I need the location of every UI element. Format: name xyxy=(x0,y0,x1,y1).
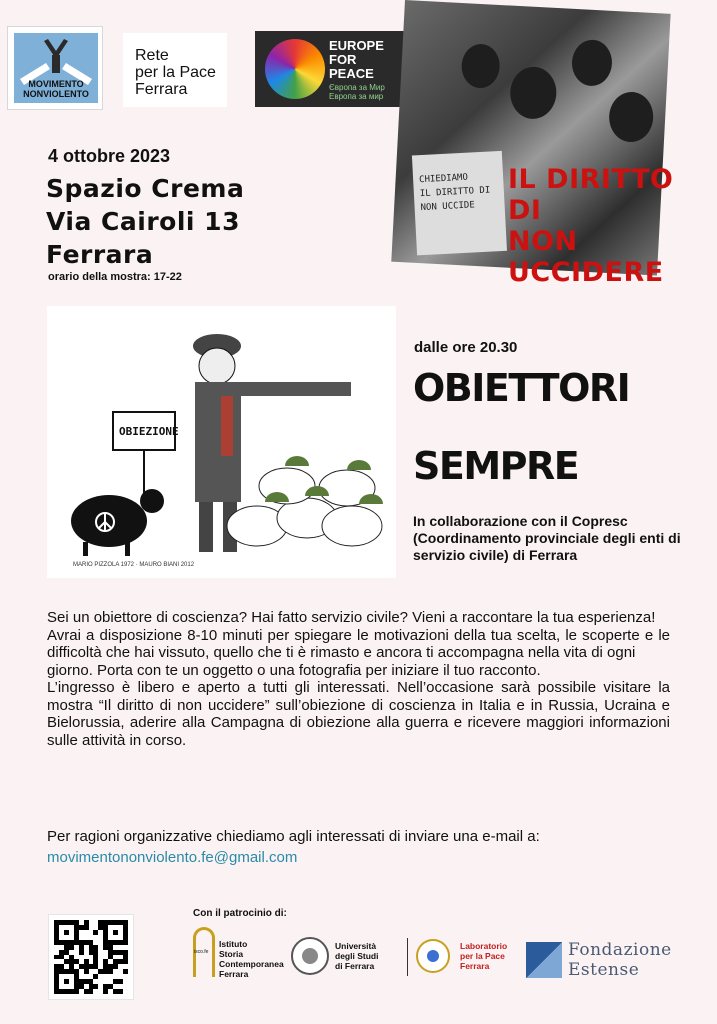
unife-text: Università degli Studi di Ferrara xyxy=(335,941,379,971)
exhibition-title-line: IL DIRITTO xyxy=(508,164,674,195)
efp-subtitle: Європа за Мир Европа за мир xyxy=(329,83,385,101)
cartoon-illustration xyxy=(47,306,396,578)
event-place xyxy=(46,172,244,271)
crowd-head xyxy=(608,91,655,143)
place-line: Spazio Crema xyxy=(46,174,245,203)
university-seal-icon xyxy=(291,937,329,975)
body-paragraph: Sei un obiettore di coscienza? Hai fatto servizio civile? Vieni a raccontare la tua esperienza! xyxy=(47,609,656,626)
place-line: Via Cairoli 13 xyxy=(46,207,240,236)
patronage-label: Con il patrocinio di: xyxy=(193,908,287,919)
movimento-nonviolento-text: MOVIMENTO NONVIOLENTO xyxy=(23,79,89,99)
qr-code-pattern xyxy=(54,920,128,994)
qr-code[interactable] xyxy=(48,914,134,1000)
crowd-head xyxy=(461,43,501,89)
isco-text: Istituto Storia Contemporanea Ferrara xyxy=(219,939,284,979)
email-request-text: Per ragioni organizzative chiediamo agli interessati di inviare una e-mail a: xyxy=(47,828,540,845)
unife-logo xyxy=(291,935,403,979)
fondazione-estense-logo xyxy=(526,936,686,984)
europe-for-peace-logo xyxy=(255,31,409,107)
movimento-nonviolento-logo xyxy=(7,26,103,110)
cartoon-credit: MARIO PIZZOLA 1972 · MAURO BIANI 2012 xyxy=(73,562,195,568)
collaboration-text: In collaborazione con il Copresc (Coordinamento provinciale degli enti di servizio civile) di Ferrara xyxy=(413,513,681,563)
exhibition-title-line: DI xyxy=(508,195,542,226)
place-line: Ferrara xyxy=(46,240,154,269)
body-paragraph: Avrai a disposizione 8-10 minuti per spiegare le motivazioni della tua scelta, le scoperte e le difficoltà che hai vissuto, quello che ti è rimasto e ancora ti accompagna nella vita di ogni xyxy=(47,626,670,661)
contact-email-link[interactable]: movimentononviolento.fe@gmail.com xyxy=(47,849,298,866)
laboratorio-text: Laboratorio per la Pace Ferrara xyxy=(460,941,508,971)
exhibition-title-line: NON xyxy=(508,226,578,257)
fondazione-mark-icon xyxy=(526,942,562,978)
exhibition-hours: orario della mostra: 17-22 xyxy=(48,271,182,283)
event-title-line1: OBIETTORI xyxy=(413,366,630,410)
efp-title: EUROPE FOR PEACE xyxy=(329,38,384,81)
event-date: 4 ottobre 2023 xyxy=(48,146,171,166)
isco-short: isco.fe xyxy=(194,949,209,955)
fondazione-text: Fondazione Estense xyxy=(568,940,672,980)
rainbow-globe-icon xyxy=(265,39,325,99)
rete-pace-text: Rete per la Pace Ferrara xyxy=(135,47,216,98)
laboratorio-pace-logo xyxy=(414,935,524,979)
logo-divider xyxy=(407,938,408,976)
rete-pace-logo xyxy=(123,33,227,107)
laboratorio-seal-icon xyxy=(416,939,450,973)
body-paragraph: L’ingresso è libero e aperto a tutti gli interessati. Nell’occasione sarà possibile visitare la mostra “Il diritto di non uccidere” sull’obiezione di coscienza in Italia e in Russia, Ucraina e Bielorussia, aderire alla Campagna di obiezione alla guerra e ricevere maggiori informazioni sulle attività in corso. xyxy=(47,679,670,749)
protest-sign xyxy=(412,151,507,256)
event-title-line2: SEMPRE xyxy=(413,444,579,488)
crowd-head xyxy=(571,39,613,87)
body-paragraph: giorno. Porta con te un oggetto o una fotografia per iniziare il tuo racconto. xyxy=(47,661,541,679)
exhibition-title xyxy=(508,164,708,288)
event-time: dalle ore 20.30 xyxy=(414,339,518,356)
exhibition-title-line: UCCIDERE xyxy=(508,257,664,288)
cartoon-sign-text: OBIEZIONE xyxy=(119,425,179,438)
isco-logo xyxy=(193,927,285,979)
protest-sign-text: CHIEDIAMO IL DIRITTO DI NON UCCIDE xyxy=(418,172,491,214)
body-text xyxy=(47,609,670,749)
crowd-head xyxy=(509,66,558,120)
